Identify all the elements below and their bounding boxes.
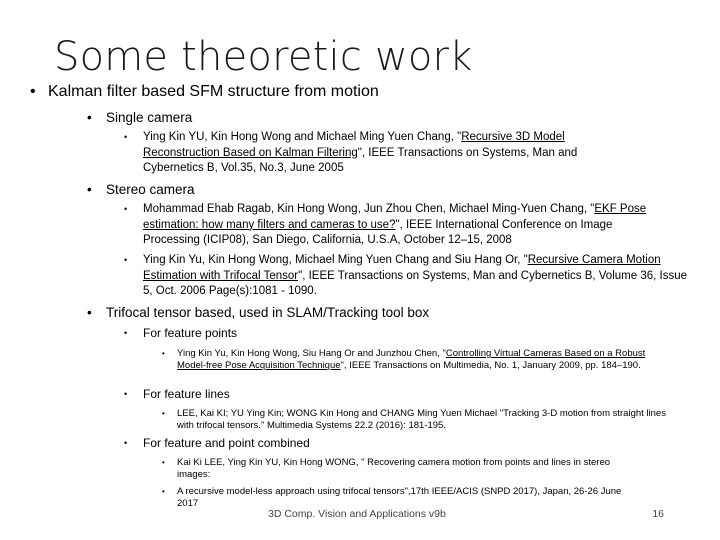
reference-3: [124, 253, 694, 300]
ref3-link[interactable]: Recursive Camera Motion Estimation with Trifocal Tensor: [143, 254, 661, 282]
reference-4-text: [177, 348, 667, 371]
bullet-single-camera: [87, 110, 687, 125]
ref1-prefix: Ying Kin YU, Kin Hong Wong and Michael Ming Yuen Chang, ": [143, 131, 462, 143]
ref4-prefix: Ying Kin Yu, Kin Hong Wong, Siu Hang Or and Junzhou Chen, ": [177, 348, 446, 359]
reference-1-text: [143, 130, 626, 177]
footer-page-number: 16: [652, 508, 664, 520]
reference-6-text: Kai Ki LEE, Ying Kin YU, Kin Hong WONG, " Recovering camera motion from points and lines in stereo images:: [177, 457, 611, 480]
bullet-kalman: [30, 83, 690, 101]
bullet-marker: •: [162, 487, 165, 496]
bullet-marker: •: [87, 110, 92, 125]
bullet-marker: •: [124, 328, 128, 338]
reference-2: [124, 202, 662, 249]
bullet-marker: •: [162, 458, 165, 467]
reference-1: [124, 130, 626, 177]
ref2-link[interactable]: EKF Pose estimation: how many filters and cameras to use?: [143, 203, 647, 231]
bullet-marker: •: [87, 305, 92, 320]
footer-course: 3D Comp. Vision and Applications v9b: [268, 508, 446, 520]
ref1-suffix: ", IEEE Transactions on Systems, Man and Cybernetics B, Vol.35, No.3, June 2005: [143, 146, 578, 174]
bullet-marker: •: [124, 204, 128, 214]
ref4-suffix: ", IEEE Transactions on Multimedia, No. 1, January 2009, pp. 184–190.: [340, 359, 641, 371]
bullet-marker: •: [30, 83, 36, 100]
kalman-text: Kalman filter based SFM structure from motion: [48, 83, 379, 100]
ref2-suffix: ", IEEE International Conference on Image Processing (ICIP08), San Diego, California, U.S.A, October 12–15, 2008: [143, 218, 613, 246]
feature-lines-text: For feature lines: [143, 387, 230, 401]
ref4-link[interactable]: Controlling Virtual Cameras Based on a Robust Model-free Pose Acquisition Technique: [177, 348, 646, 371]
reference-7-text: A recursive model-less approach using trifocal tensors",17th IEEE/ACIS (SNPD 2017), Japan, 26-26 June 2017: [177, 486, 622, 509]
ref3-prefix: Ying Kin Yu, Kin Hong Wong, Michael Ming Yuen Chang and Siu Hang Or, ": [143, 254, 528, 266]
reference-2-text: [143, 202, 662, 249]
bullet-feature-point-combined: [124, 436, 684, 452]
ref2-prefix: Mohammad Ehab Ragab, Kin Hong Wong, Jun Zhou Chen, Michael Ming-Yuen Chang, ": [143, 203, 595, 215]
bullet-feature-lines: [124, 387, 684, 403]
bullet-marker: •: [124, 132, 128, 142]
ref3-suffix: ", IEEE Transactions on Systems, Man and Cybernetics B, Volume 36, Issue 5, Oct. 2006 Page(s):1081 - 1090.: [143, 269, 687, 297]
reference-6: [162, 457, 642, 480]
reference-5: [162, 408, 667, 431]
bullet-marker: •: [124, 389, 128, 399]
bullet-stereo-camera: [87, 182, 687, 197]
reference-5-text: LEE, Kai KI; YU Ying Kin; WONG Kin Hong and CHANG Ming Yuen Michael "Tracking 3-D motion from straight lines with trifocal tensors." Multimedia Systems 22.2 (2016): 181-195.: [177, 408, 666, 431]
slide-title: Some theoretic work: [54, 34, 473, 80]
single-camera-text: Single camera: [106, 110, 193, 125]
bullet-marker: •: [87, 182, 92, 197]
trifocal-text: Trifocal tensor based, used in SLAM/Tracking tool box: [106, 305, 430, 320]
reference-7: [162, 486, 642, 509]
bullet-feature-points: [124, 326, 684, 342]
ref1-link[interactable]: Recursive 3D Model Reconstruction Based on Kalman Filtering: [143, 131, 565, 159]
bullet-marker: •: [124, 438, 128, 448]
feature-points-text: For feature points: [143, 326, 238, 340]
bullet-trifocal: [87, 305, 687, 320]
bullet-marker: •: [162, 409, 165, 418]
reference-4: [162, 348, 667, 371]
reference-3-text: [143, 253, 694, 300]
bullet-marker: •: [124, 255, 128, 265]
bullet-marker: •: [162, 349, 165, 358]
feature-point-combined-text: For feature and point combined: [143, 436, 310, 450]
stereo-camera-text: Stereo camera: [106, 182, 195, 197]
